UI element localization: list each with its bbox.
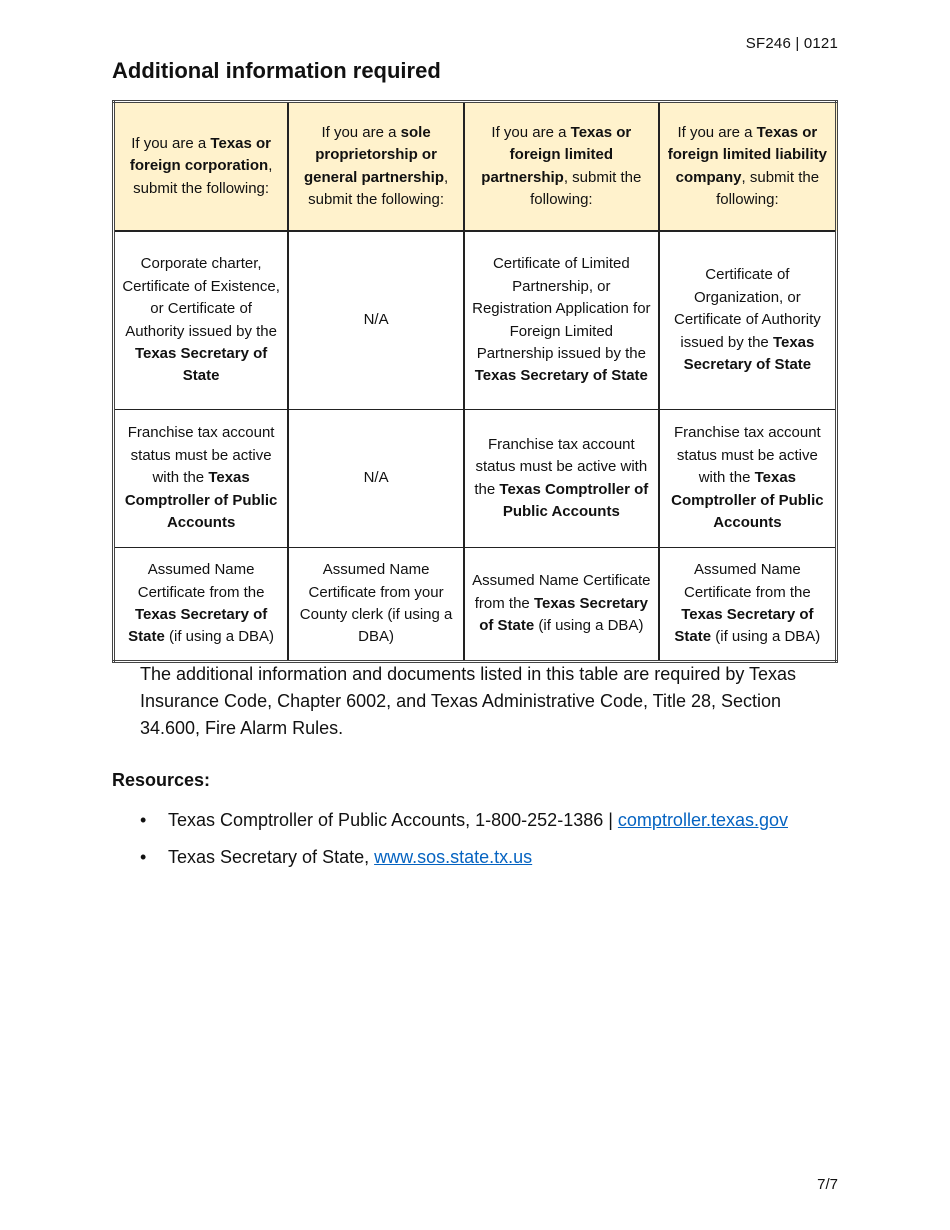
table-header-row	[114, 102, 837, 232]
table-cell: Franchise tax account status must be active with the Texas Comptroller of Public Accounts	[464, 410, 659, 548]
table-cell: Assumed Name Certificate from your County clerk (if using a DBA)	[288, 548, 464, 662]
header-limited-partnership: If you are a Texas or foreign limited partnership, submit the following:	[464, 102, 659, 232]
header-sole-proprietorship: If you are a sole proprietorship or general partnership, submit the following:	[288, 102, 464, 232]
resources-list	[140, 806, 788, 880]
header-corporation: If you are a Texas or foreign corporation, submit the following:	[114, 102, 289, 232]
table-cell: Certificate of Organization, or Certificate of Authority issued by the Texas Secretary of State	[659, 231, 837, 410]
header-llc: If you are a Texas or foreign limited liability company, submit the following:	[659, 102, 837, 232]
table-cell: Corporate charter, Certificate of Existence, or Certificate of Authority issued by the Texas Secretary of State	[114, 231, 289, 410]
table-row-franchise-tax	[114, 410, 837, 548]
list-item	[140, 806, 788, 834]
bullet-icon: •	[140, 847, 147, 867]
list-item	[140, 843, 788, 871]
table-cell: Assumed Name Certificate from the Texas Secretary of State (if using a DBA)	[464, 548, 659, 662]
bullet-icon: •	[140, 810, 147, 830]
page-number: 7/7	[817, 1176, 838, 1193]
table-cell: N/A	[288, 410, 464, 548]
resource-text: Texas Secretary of State,	[168, 847, 375, 867]
table-cell: Assumed Name Certificate from the Texas Secretary of State (if using a DBA)	[659, 548, 837, 662]
comptroller-link[interactable]: comptroller.texas.gov	[617, 810, 788, 830]
table-footnote: The additional information and documents listed in this table are required by Texas Insurance Code, Chapter 6002, and Texas Administrative Code, Title 28, Section 34.600, Fire Alarm Rules.	[140, 664, 797, 738]
secretary-of-state-link[interactable]: www.sos.state.tx.us	[374, 847, 533, 867]
requirements-table	[112, 100, 838, 663]
table-row-assumed-name	[114, 548, 837, 662]
table-cell: Franchise tax account status must be active with the Texas Comptroller of Public Accounts	[659, 410, 837, 548]
table-cell: Certificate of Limited Partnership, or Registration Application for Foreign Limited Partnership issued by the Texas Secretary of State	[464, 231, 659, 410]
resource-text: Texas Comptroller of Public Accounts, 1-800-252-1386 |	[168, 810, 618, 830]
table-cell: N/A	[288, 231, 464, 410]
resources-heading: Resources:	[112, 770, 211, 790]
table-cell: Franchise tax account status must be active with the Texas Comptroller of Public Accounts	[114, 410, 289, 548]
table-cell: Assumed Name Certificate from the Texas Secretary of State (if using a DBA)	[114, 548, 289, 662]
page-title: Additional information required	[112, 58, 441, 83]
form-code: SF246 | 0121	[745, 35, 838, 52]
table-row-documents	[114, 231, 837, 410]
